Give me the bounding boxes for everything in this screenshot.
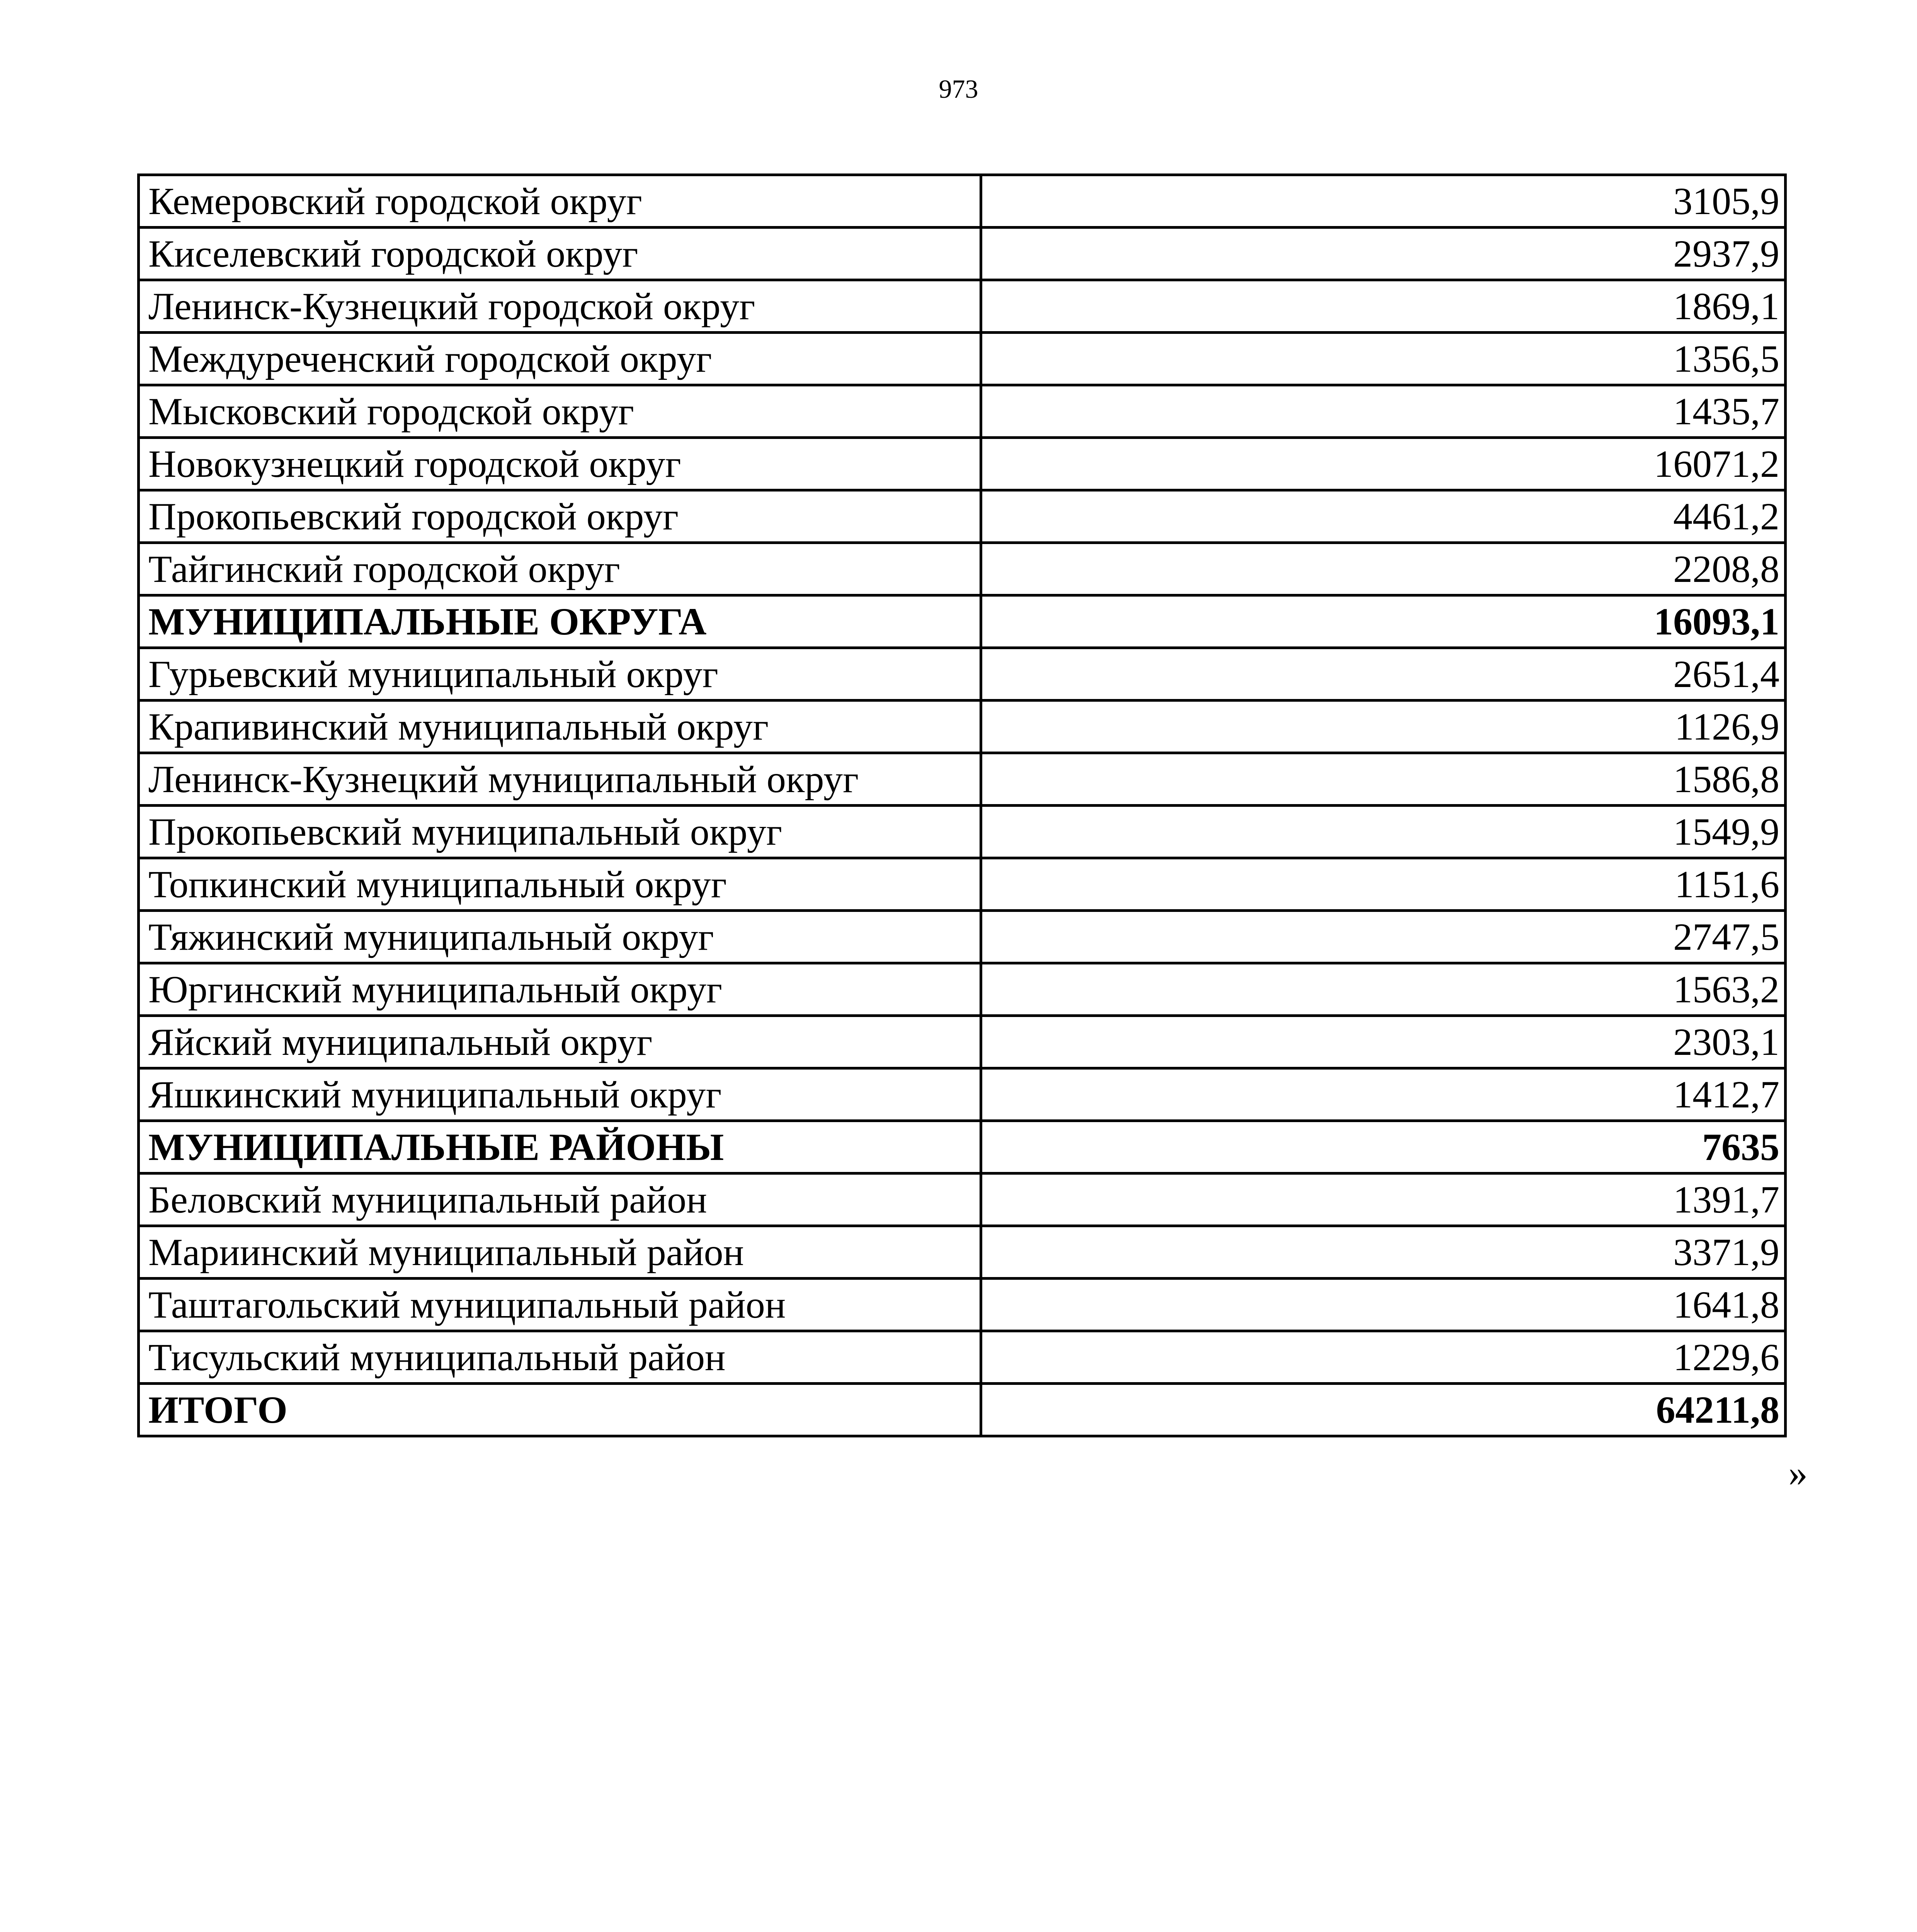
amount-value-cell: 1151,6 [981,858,1786,911]
table-row [139,228,1786,280]
table-row [139,1226,1786,1279]
amount-value-cell: 1391,7 [981,1173,1786,1226]
amount-value-cell: 1586,8 [981,753,1786,806]
table-row [139,1173,1786,1226]
amount-value-cell: 2937,9 [981,228,1786,280]
table-row [139,858,1786,911]
municipality-name-cell: Новокузнецкий городской округ [139,438,981,490]
table-row [139,175,1786,228]
municipality-name-cell: Ленинск-Кузнецкий муниципальный округ [139,753,981,806]
amount-value-cell: 1229,6 [981,1331,1786,1384]
table-body [139,175,1786,1436]
amount-value-cell: 64211,8 [981,1384,1786,1436]
table-row [139,963,1786,1016]
municipality-name-cell: Прокопьевский муниципальный округ [139,806,981,858]
allocation-table [137,173,1787,1437]
municipality-name-cell: Крапивинский муниципальный округ [139,701,981,753]
municipality-name-cell: МУНИЦИПАЛЬНЫЕ ОКРУГА [139,595,981,648]
table-row-subtotal [139,595,1786,648]
municipality-name-cell: Беловский муниципальный район [139,1173,981,1226]
amount-value-cell: 1412,7 [981,1068,1786,1121]
table-row [139,1016,1786,1068]
allocation-table-container [137,173,1787,1437]
table-row [139,753,1786,806]
table-row [139,280,1786,333]
table-row [139,701,1786,753]
table-row-subtotal [139,1384,1786,1436]
table-row [139,806,1786,858]
amount-value-cell: 16093,1 [981,595,1786,648]
municipality-name-cell: Гурьевский муниципальный округ [139,648,981,701]
amount-value-cell: 2747,5 [981,911,1786,963]
municipality-name-cell: Тайгинский городской округ [139,543,981,595]
municipality-name-cell: Мысковский городской округ [139,385,981,438]
municipality-name-cell: Киселевский городской округ [139,228,981,280]
amount-value-cell: 4461,2 [981,490,1786,543]
table-row-subtotal [139,1121,1786,1173]
municipality-name-cell: Тяжинский муниципальный округ [139,911,981,963]
amount-value-cell: 2651,4 [981,648,1786,701]
municipality-name-cell: Междуреченский городской округ [139,333,981,385]
municipality-name-cell: Ленинск-Кузнецкий городской округ [139,280,981,333]
municipality-name-cell: Яйский муниципальный округ [139,1016,981,1068]
table-row [139,543,1786,595]
municipality-name-cell: Яшкинский муниципальный округ [139,1068,981,1121]
municipality-name-cell: Топкинский муниципальный округ [139,858,981,911]
municipality-name-cell: Таштагольский муниципальный район [139,1279,981,1331]
municipality-name-cell: Кемеровский городской округ [139,175,981,228]
amount-value-cell: 1563,2 [981,963,1786,1016]
table-row [139,385,1786,438]
closing-quote-mark: » [1788,1451,1808,1494]
municipality-name-cell: Прокопьевский городской округ [139,490,981,543]
table-row [139,1279,1786,1331]
amount-value-cell: 1356,5 [981,333,1786,385]
table-row [139,438,1786,490]
municipality-name-cell: Мариинский муниципальный район [139,1226,981,1279]
amount-value-cell: 1126,9 [981,701,1786,753]
municipality-name-cell: Юргинский муниципальный округ [139,963,981,1016]
table-row [139,648,1786,701]
amount-value-cell: 1435,7 [981,385,1786,438]
table-row [139,1331,1786,1384]
amount-value-cell: 1549,9 [981,806,1786,858]
amount-value-cell: 3105,9 [981,175,1786,228]
amount-value-cell: 1641,8 [981,1279,1786,1331]
page-number: 973 [939,74,978,104]
table-row [139,1068,1786,1121]
table-row [139,911,1786,963]
table-row [139,490,1786,543]
amount-value-cell: 3371,9 [981,1226,1786,1279]
municipality-name-cell: ИТОГО [139,1384,981,1436]
amount-value-cell: 2303,1 [981,1016,1786,1068]
table-row [139,333,1786,385]
amount-value-cell: 7635 [981,1121,1786,1173]
amount-value-cell: 16071,2 [981,438,1786,490]
amount-value-cell: 1869,1 [981,280,1786,333]
municipality-name-cell: Тисульский муниципальный район [139,1331,981,1384]
municipality-name-cell: МУНИЦИПАЛЬНЫЕ РАЙОНЫ [139,1121,981,1173]
amount-value-cell: 2208,8 [981,543,1786,595]
